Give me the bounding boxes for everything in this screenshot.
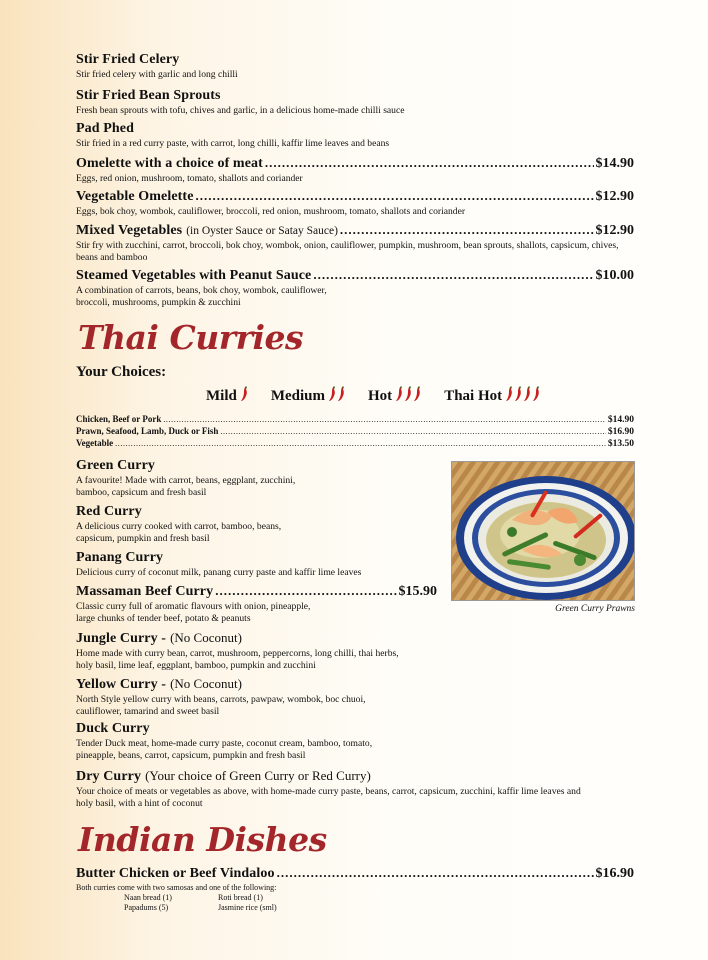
chili-icon [532, 386, 541, 407]
section-title-indian-dishes: Indian Dishes [78, 820, 327, 859]
chili-icon [404, 386, 413, 407]
item-price: $15.90 [398, 584, 437, 599]
item-name: Stir Fried Celery [76, 52, 180, 67]
leader-dots [196, 188, 594, 204]
menu-item-jungle-curry [76, 629, 634, 673]
curry-price-list [76, 414, 634, 450]
curry-bowl-image [452, 462, 634, 600]
item-name: Omelette with a choice of meat [76, 156, 263, 171]
item-description: Eggs, bok choy, wombok, cauliflower, broccoli, red onion, mushroom, tomato, shallots and coriander [76, 206, 466, 217]
item-description: Tender Duck meat, home-made curry paste, coconut cream, bamboo, tomato, pineapple, beans, carrot, capsicum, pumpkin and fresh basil [76, 738, 373, 762]
item-name: Jungle Curry - [76, 631, 167, 646]
chili-icon-group [240, 386, 249, 407]
menu-item-red-curry [76, 504, 446, 546]
item-name: Red Curry [76, 504, 142, 519]
item-price: $14.90 [595, 156, 634, 171]
chili-icon [328, 386, 337, 407]
menu-item-stir-fried-celery [76, 52, 634, 81]
menu-item-panang-curry [76, 550, 446, 579]
item-description: Both curries come with two samosas and one of the following: [76, 883, 277, 892]
leader-dots [265, 155, 594, 171]
item-note: (in Oyster Sauce or Satay Sauce) [186, 225, 338, 237]
item-name: Vegetable Omelette [76, 189, 194, 204]
chili-icon [337, 386, 346, 407]
heat-label: Medium [270, 388, 326, 404]
side-option: Roti bread (1) [218, 893, 263, 902]
chili-icon [523, 386, 532, 407]
item-note: (Your choice of Green Curry or Red Curry) [145, 768, 371, 783]
item-description: Stir fried celery with garlic and long chilli [76, 69, 238, 80]
item-description: Fresh bean sprouts with tofu, chives and garlic, in a delicious home-made chilli sauce [76, 105, 405, 116]
item-description: A combination of carrots, beans, bok choy, wombok, cauliflower, broccoli, mushrooms, pumpkin & zucchini [76, 285, 327, 309]
menu-item-massaman-beef-curry [76, 583, 437, 626]
menu-item-steamed-vegetables [76, 267, 634, 310]
chili-icon-group [505, 386, 541, 407]
menu-item-stir-fried-bean-sprouts [76, 88, 634, 117]
menu-item-vegetable-omelette [76, 188, 634, 218]
chili-icon-group [395, 386, 422, 407]
item-description: Eggs, red onion, mushroom, tomato, shallots and coriander [76, 173, 303, 184]
price-list-price: $13.50 [607, 439, 634, 449]
menu-item-omelette-meat [76, 155, 634, 185]
item-name: Massaman Beef Curry [76, 584, 214, 599]
item-name: Steamed Vegetables with Peanut Sauce [76, 268, 312, 283]
menu-item-dry-curry [76, 767, 634, 811]
menu-item-yellow-curry [76, 675, 634, 719]
heat-level-mild [206, 386, 249, 407]
price-list-row [76, 426, 634, 438]
price-list-label: Vegetable [76, 438, 114, 448]
item-name: Dry Curry [76, 769, 142, 784]
photo-caption: Green Curry Prawns [555, 604, 635, 614]
menu-item-green-curry [76, 458, 446, 500]
item-price: $10.00 [595, 268, 634, 283]
heat-label: Hot [368, 388, 393, 404]
price-list-row [76, 438, 634, 450]
side-option: Papadums (5) [124, 903, 169, 912]
chili-icon [413, 386, 422, 407]
leader-dots [277, 865, 594, 881]
item-description: Delicious curry of coconut milk, panang curry paste and kaffir lime leaves [76, 567, 362, 578]
item-description: Stir fry with zucchini, carrot, broccoli, bok choy, wombok, onion, cauliflower, pumpkin, mushroom, bean sprouts, shallots, capsicum, chives, beans and bamboo [76, 240, 619, 264]
menu-item-pad-phed [76, 121, 634, 150]
section-title-thai-curries: Thai Curries [78, 318, 304, 357]
chili-icon [514, 386, 523, 407]
leader-dots [215, 583, 396, 599]
item-description: Classic curry full of aromatic flavours with onion, pineapple, large chunks of tender beef, potato & peanuts [76, 601, 311, 625]
leader-dots [163, 415, 606, 424]
item-description: Home made with curry bean, carrot, mushroom, peppercorns, long chilli, thai herbs, holy basil, lime leaf, eggplant, bamboo, pumpkin and zucchini [76, 648, 399, 672]
side-options [124, 893, 634, 913]
heat-level-hot [368, 386, 422, 407]
leader-dots [220, 427, 606, 436]
item-name: Yellow Curry - [76, 677, 167, 692]
item-price: $16.90 [595, 866, 634, 881]
green-curry-photo [451, 461, 635, 601]
leader-dots [313, 267, 593, 283]
item-description: A delicious curry cooked with carrot, bamboo, beans, capsicum, pumpkin and fresh basil [76, 521, 282, 545]
item-name: Stir Fried Bean Sprouts [76, 88, 221, 103]
heat-levels [206, 386, 541, 407]
item-description: North Style yellow curry with beans, carrots, pawpaw, wombok, boc chuoi, cauliflower, tamarind and sweet basil [76, 694, 366, 718]
item-name: Pad Phed [76, 121, 134, 136]
item-price: $12.90 [595, 189, 634, 204]
chili-icon [240, 386, 249, 407]
item-description: Stir fried in a red curry paste, with carrot, long chilli, kaffir lime leaves and beans [76, 138, 390, 149]
chili-icon [505, 386, 514, 407]
price-list-row [76, 414, 634, 426]
item-name: Butter Chicken or Beef Vindaloo [76, 866, 275, 881]
menu-item-mixed-vegetables [76, 221, 634, 265]
menu-item-butter-chicken-vindaloo [76, 865, 634, 913]
item-note: (No Coconut) [170, 630, 242, 645]
heat-label: Thai Hot [444, 388, 503, 404]
item-note: (No Coconut) [170, 676, 242, 691]
choices-title: Your Choices: [76, 364, 167, 380]
chili-icon [395, 386, 404, 407]
item-name: Panang Curry [76, 550, 164, 565]
price-list-label: Prawn, Seafood, Lamb, Duck or Fish [76, 426, 219, 436]
item-name: Green Curry [76, 458, 155, 473]
item-description: Your choice of meats or vegetables as above, with home-made curry paste, beans, carrot, capsicum, zucchini, kaffir lime leaves and holy basil, with a hint of coconut [76, 786, 581, 810]
item-description: A favourite! Made with carrot, beans, eggplant, zucchini, bamboo, capsicum and fresh basil [76, 475, 296, 499]
leader-dots [115, 439, 606, 448]
heat-level-medium [271, 386, 346, 407]
item-price: $12.90 [595, 223, 634, 238]
menu-item-duck-curry [76, 721, 634, 763]
chili-icon-group [328, 386, 346, 407]
heat-level-thai-hot [444, 386, 541, 407]
item-name: Duck Curry [76, 721, 150, 736]
heat-label: Mild [206, 388, 237, 404]
side-option: Jasmine rice (sml) [218, 903, 277, 912]
price-list-price: $14.90 [607, 415, 634, 425]
price-list-label: Chicken, Beef or Pork [76, 414, 162, 424]
side-option: Naan bread (1) [124, 893, 172, 902]
price-list-price: $16.90 [607, 427, 634, 437]
item-name: Mixed Vegetables [76, 223, 183, 238]
leader-dots [340, 222, 594, 238]
